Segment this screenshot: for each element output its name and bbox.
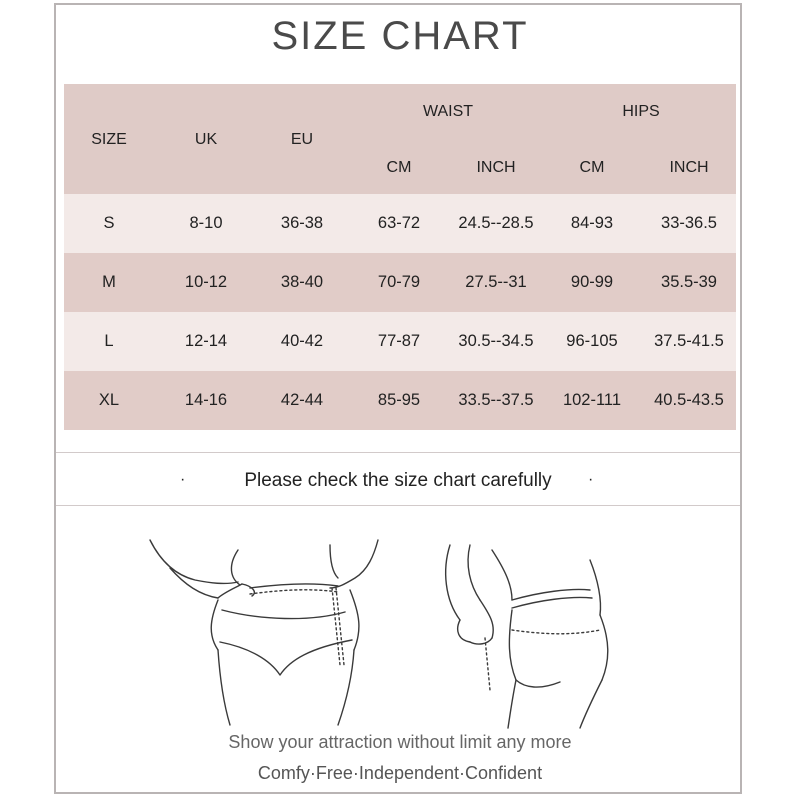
- header-size: SIZE: [91, 131, 127, 148]
- cell-hips-cm: 84-93: [570, 214, 614, 232]
- front-figure-illustration: [150, 540, 378, 725]
- cell-size: M: [102, 273, 116, 291]
- cell-uk: 10-12: [184, 273, 228, 291]
- cell-waist-inch: 27.5--31: [465, 273, 527, 291]
- cell-uk: 12-14: [184, 332, 228, 350]
- cell-eu: 42-44: [280, 391, 324, 409]
- cell-hips-cm: 102-111: [562, 391, 622, 409]
- cell-eu: 38-40: [280, 273, 324, 291]
- cell-hips-inch: 33-36.5: [661, 214, 717, 232]
- footer-values: Comfy·Free·Independent·Confident: [257, 763, 543, 783]
- table-row: [64, 253, 736, 312]
- table-header: [64, 84, 736, 194]
- page-title: SIZE CHART: [271, 14, 529, 58]
- header-waist-cm: CM: [386, 159, 412, 176]
- notice-bullet-left: ·: [180, 471, 186, 488]
- cell-hips-inch: 40.5-43.5: [654, 391, 724, 409]
- notice-banner: [56, 452, 740, 506]
- header-hips: HIPS: [622, 103, 660, 120]
- header-eu: EU: [290, 131, 314, 148]
- cell-size: XL: [98, 391, 120, 409]
- cell-hips-cm: 90-99: [570, 273, 614, 291]
- size-table: [64, 84, 736, 430]
- header-hips-inch: INCH: [669, 159, 709, 176]
- cell-waist-inch: 24.5--28.5: [458, 214, 534, 232]
- notice-text: Please check the size chart carefully: [244, 470, 552, 491]
- measuring-illustration: [140, 530, 640, 730]
- cell-waist-cm: 85-95: [377, 391, 421, 409]
- cell-size: L: [104, 332, 114, 350]
- cell-waist-cm: 77-87: [377, 332, 421, 350]
- header-waist-inch: INCH: [476, 159, 516, 176]
- cell-uk: 14-16: [184, 391, 228, 409]
- table-row: [64, 312, 736, 371]
- header-waist: WAIST: [422, 103, 474, 120]
- cell-eu: 40-42: [280, 332, 324, 350]
- footer-tagline: Show your attraction without limit any more: [228, 732, 572, 752]
- cell-waist-inch: 33.5--37.5: [458, 391, 534, 409]
- side-figure-illustration: [446, 545, 608, 728]
- cell-waist-cm: 70-79: [377, 273, 421, 291]
- cell-waist-inch: 30.5--34.5: [458, 332, 534, 350]
- header-uk: UK: [194, 131, 218, 148]
- table-row: [64, 371, 736, 430]
- cell-hips-cm: 96-105: [566, 332, 618, 350]
- cell-uk: 8-10: [189, 214, 223, 232]
- notice-bullet-right: ·: [588, 471, 594, 488]
- table-row: [64, 194, 736, 253]
- cell-waist-cm: 63-72: [377, 214, 421, 232]
- cell-eu: 36-38: [280, 214, 324, 232]
- cell-hips-inch: 37.5-41.5: [654, 332, 724, 350]
- cell-hips-inch: 35.5-39: [661, 273, 717, 291]
- cell-size: S: [103, 214, 115, 232]
- header-hips-cm: CM: [579, 159, 605, 176]
